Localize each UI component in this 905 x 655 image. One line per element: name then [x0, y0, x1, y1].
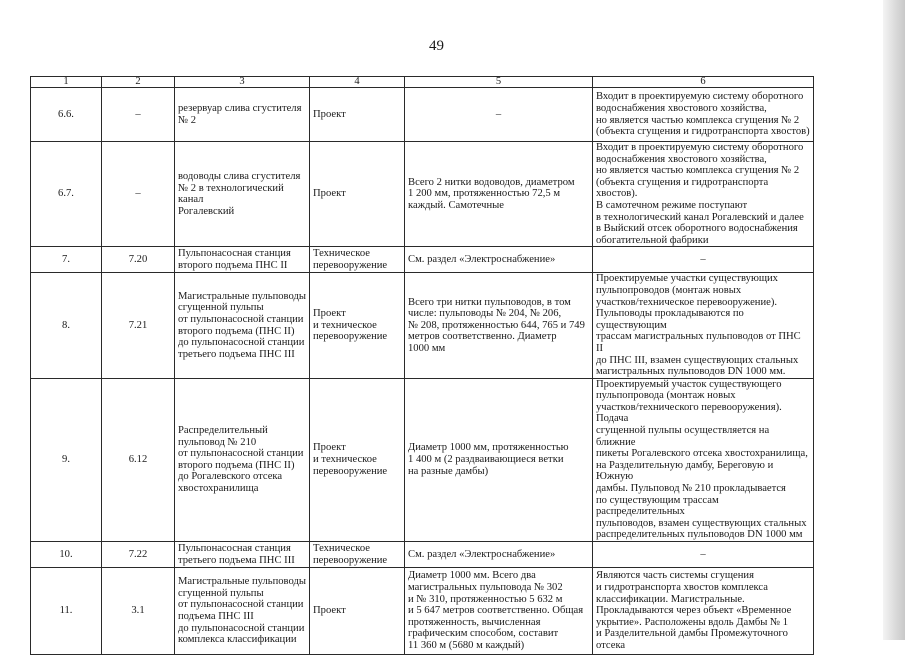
column-header: 6: [593, 77, 814, 88]
table-row: [31, 247, 814, 273]
table-row: [31, 568, 814, 655]
object-code: 7.20: [102, 247, 175, 273]
specification: См. раздел «Электроснабжение»: [405, 247, 593, 273]
page-number: 49: [429, 38, 444, 54]
specification: Диаметр 1000 мм, протяженностью 1 400 м (2 раздваивающиеся ветки на разные дамбы): [405, 378, 593, 541]
note: –: [593, 247, 814, 273]
note: Проектируемый участок существующего пульпопровода (монтаж новых участков/технического перевооружения). Подача сгущенной пульпы осуществляется на ближние пикеты Рогалевского отсека хвостохранилища, на Разделительную дамбу, Береговую и Южную дамбы. Пульповод № 210 прокладывается по существующим трассам распределительных пульповодов, взамен существующих стальных распределительных пульповодов DN 1000 мм: [593, 378, 814, 541]
specification: Всего 2 нитки водоводов, диаметром 1 200 мм, протяженностью 72,5 м каждый. Самотечные: [405, 142, 593, 247]
object-name: Распределительный пульповод № 210 от пульпонасосной станции второго подъема (ПНС II) до Рогалевского отсека хвостохранилища: [175, 378, 310, 541]
object-code: 7.22: [102, 542, 175, 568]
table-row: [31, 542, 814, 568]
note: Являются часть системы сгущения и гидротранспорта хвостов комплекса классификации. Магистральные. Прокладываются через объект «Временное укрытие». Расположены вдоль Дамбы № 1 и Разделительной дамбы Промежуточного отсека: [593, 568, 814, 655]
object-name: Магистральные пульповоды сгущенной пульпы от пульпонасосной станции подъема ПНС III до пульпонасосной станции комплекса классификации: [175, 568, 310, 655]
work-type: Техническое перевооружение: [310, 247, 405, 273]
object-name: резервуар слива сгустителя № 2: [175, 88, 310, 142]
object-name: Пульпонасосная станция второго подъема ПНС II: [175, 247, 310, 273]
row-number: 6.7.: [31, 142, 102, 247]
table-row: [31, 142, 814, 247]
page-edge-shadow: [883, 0, 905, 640]
row-number: 8.: [31, 273, 102, 378]
column-header: 5: [405, 77, 593, 88]
object-code: –: [102, 142, 175, 247]
column-header: 1: [31, 77, 102, 88]
row-number: 7.: [31, 247, 102, 273]
row-number: 10.: [31, 542, 102, 568]
object-name: Пульпонасосная станция третьего подъема ПНС III: [175, 542, 310, 568]
object-code: 6.12: [102, 378, 175, 541]
object-code: –: [102, 88, 175, 142]
note: Входит в проектируемую систему оборотного водоснабжения хвостового хозяйства, но является частью комплекса сгущения № 2 (объекта сгущения и гидротранспорта хвостов): [593, 88, 814, 142]
object-code: 7.21: [102, 273, 175, 378]
object-name: водоводы слива сгустителя № 2 в технологический канал Рогалевский: [175, 142, 310, 247]
note: Входит в проектируемую систему оборотного водоснабжения хвостового хозяйства, но является частью комплекса сгущения № 2 (объекта сгущения и гидротранспорта хвостов). В самотечном режиме поступают в технологический канал Рогалевский и далее в Выйский отсек оборотного водоснабжения обогатительной фабрики: [593, 142, 814, 247]
table-row: [31, 273, 814, 378]
table-header-row: [31, 77, 814, 88]
work-type: Проект и техническое перевооружение: [310, 273, 405, 378]
column-header: 3: [175, 77, 310, 88]
note: –: [593, 542, 814, 568]
object-code: 3.1: [102, 568, 175, 655]
work-type: Проект: [310, 142, 405, 247]
work-type: Проект: [310, 568, 405, 655]
facilities-table: [30, 76, 814, 655]
note: Проектируемые участки существующих пульпопроводов (монтаж новых участков/техническое перевооружение). Пульповоды прокладываются по существующим трассам магистральных пульповодов от ПНС II до ПНС III, взамен существующих стальных магистральных пульповодов DN 1000 мм.: [593, 273, 814, 378]
specification: См. раздел «Электроснабжение»: [405, 542, 593, 568]
table-row: [31, 378, 814, 541]
row-number: 6.6.: [31, 88, 102, 142]
table-row: [31, 88, 814, 142]
specification: Диаметр 1000 мм. Всего два магистральных пульповода № 302 и № 310, протяженностью 5 632 м и 5 647 метров соответственно. Общая протяженность, вычисленная графическим способом, составит 11 360 м (5680 м каждый): [405, 568, 593, 655]
specification: –: [405, 88, 593, 142]
column-header: 4: [310, 77, 405, 88]
work-type: Техническое перевооружение: [310, 542, 405, 568]
work-type: Проект и техническое перевооружение: [310, 378, 405, 541]
row-number: 11.: [31, 568, 102, 655]
specification: Всего три нитки пульповодов, в том числе: пульповоды № 204, № 206, № 208, протяженностью 644, 765 и 749 метров соответственно. Диаметр 1000 мм: [405, 273, 593, 378]
object-name: Магистральные пульповоды сгущенной пульпы от пульпонасосной станции второго подъема (ПНС II) до пульпонасосной станции третьего подъема ПНС III: [175, 273, 310, 378]
work-type: Проект: [310, 88, 405, 142]
row-number: 9.: [31, 378, 102, 541]
column-header: 2: [102, 77, 175, 88]
